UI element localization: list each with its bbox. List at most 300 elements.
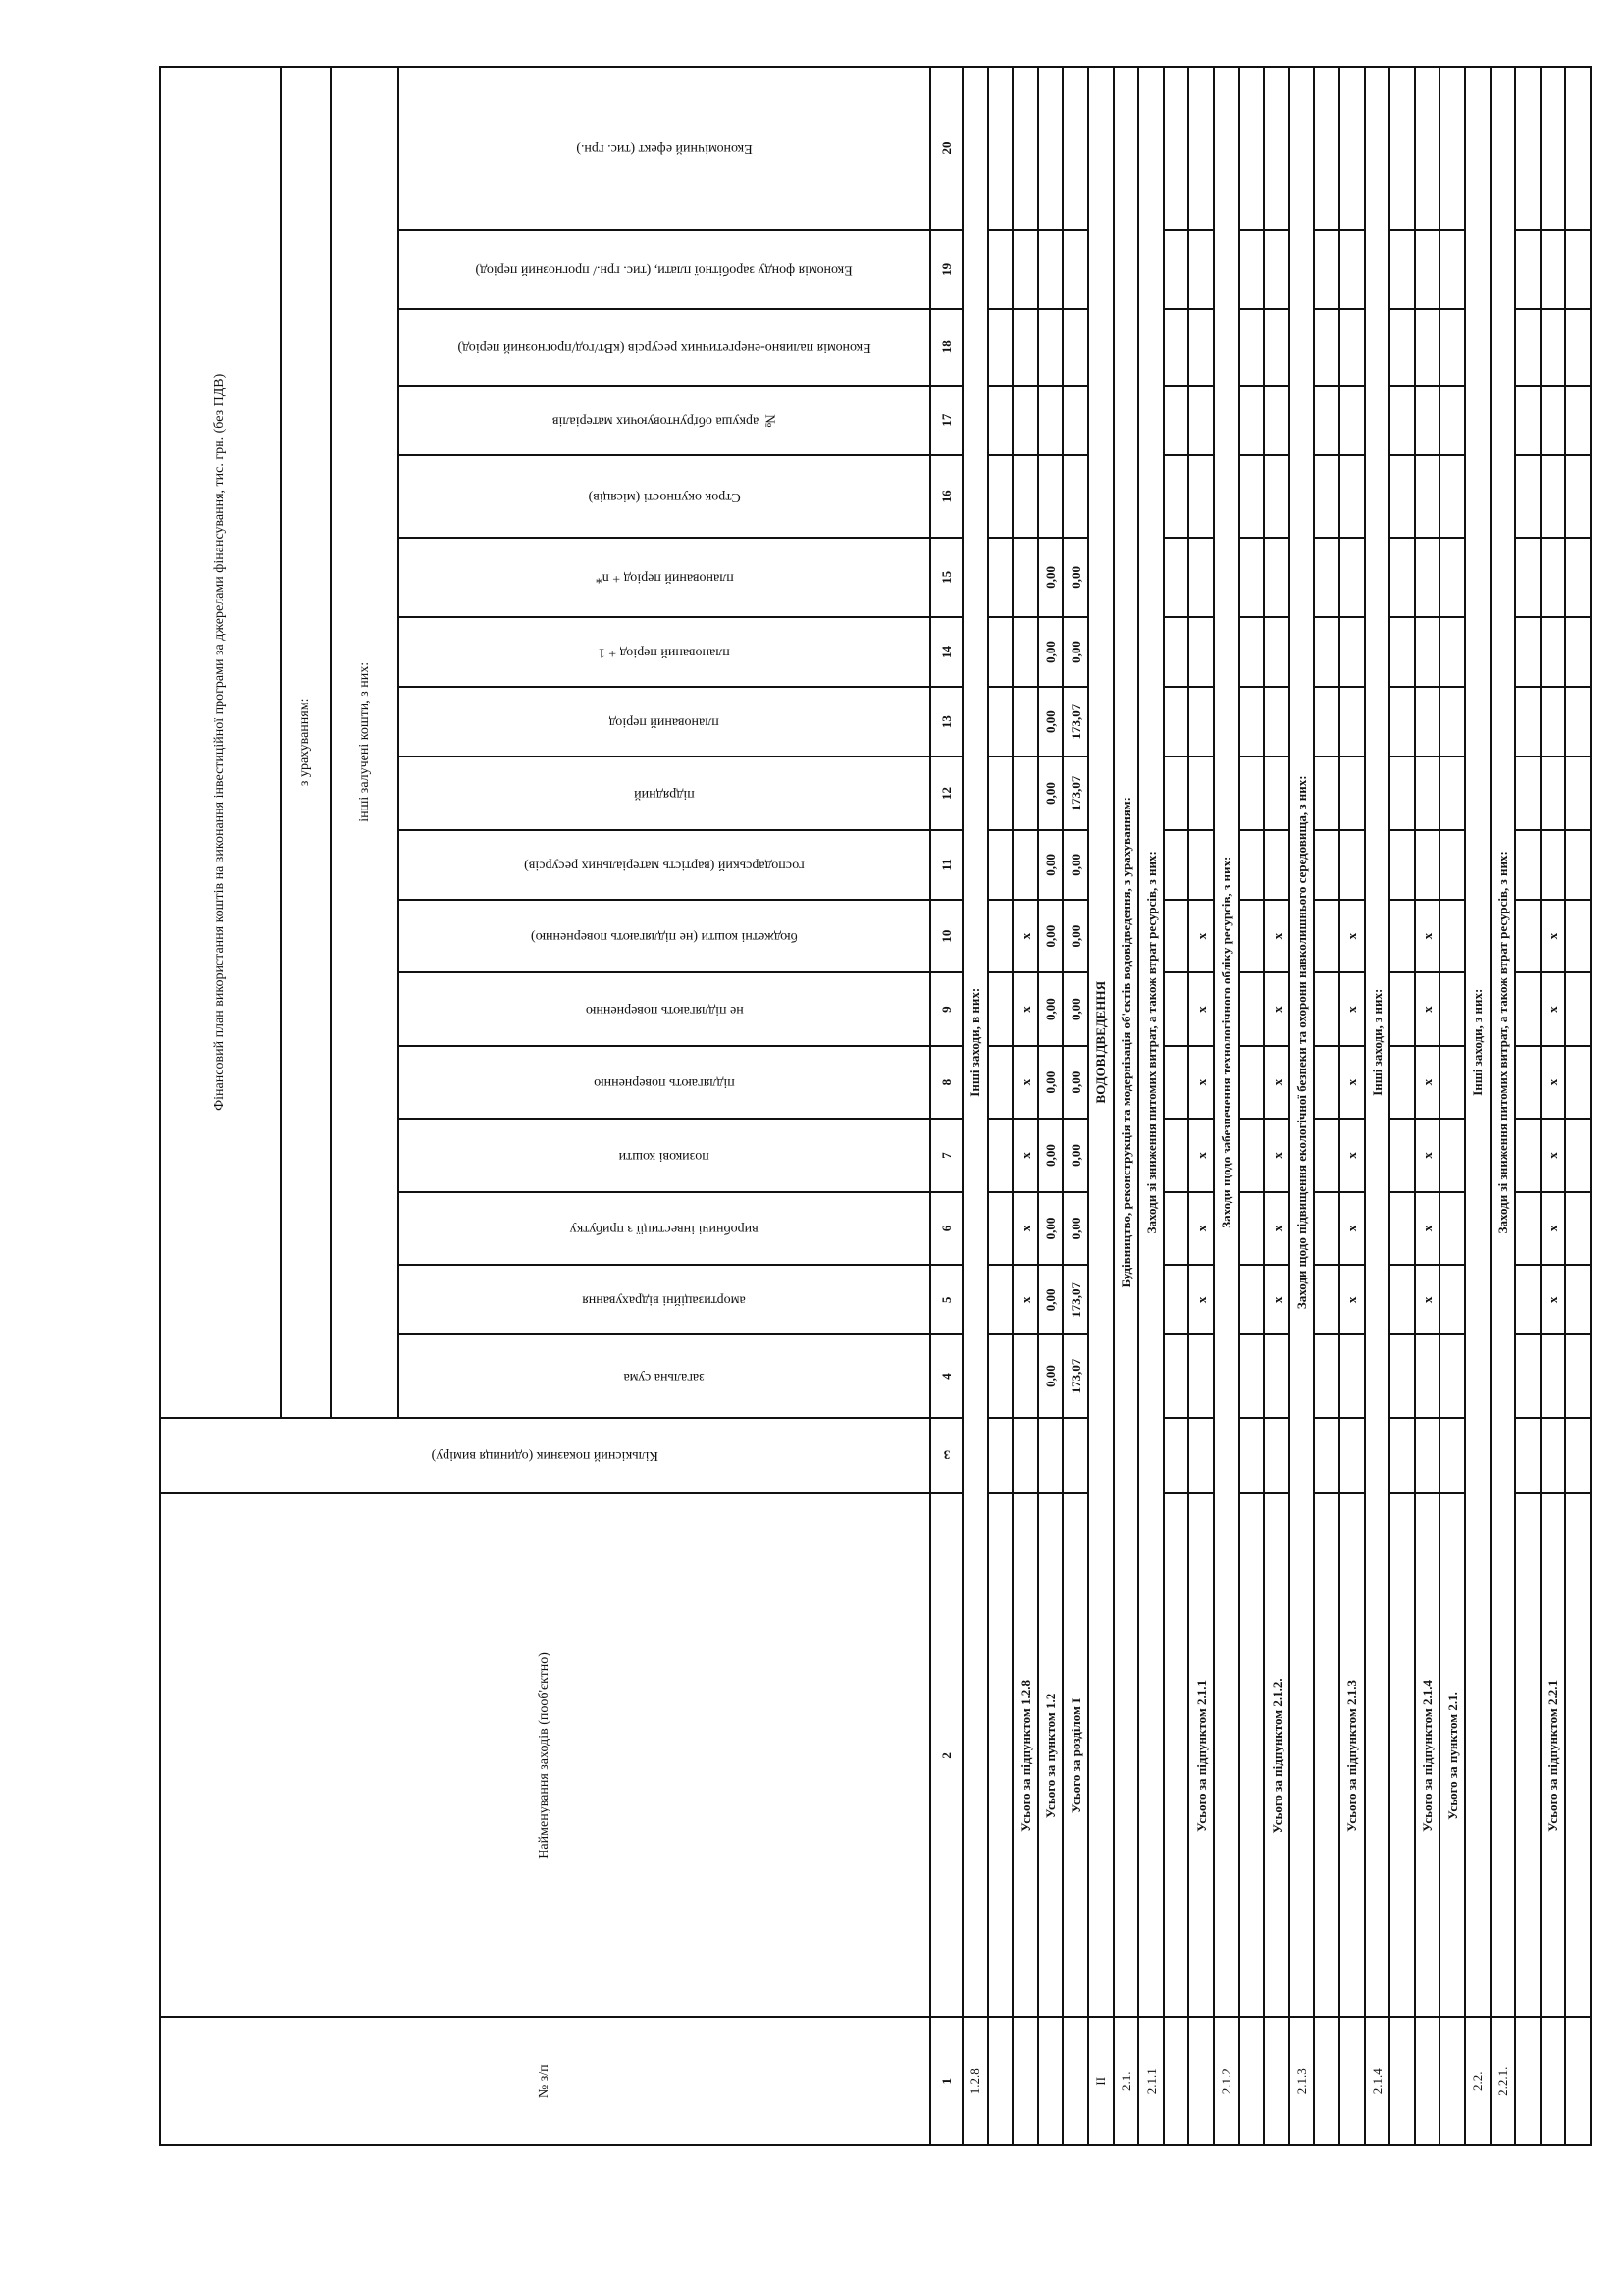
cell-c10: х — [1415, 900, 1440, 972]
section-title: Інші заходи, з них: — [1365, 67, 1390, 2018]
row-quantity — [1565, 1418, 1591, 1494]
cell — [988, 972, 1014, 1045]
row-quantity — [1188, 1418, 1214, 1494]
cell-empty — [1415, 309, 1440, 386]
cell-c4 — [1339, 1334, 1365, 1417]
cell-c15 — [1188, 538, 1214, 617]
cell-c13 — [1188, 687, 1214, 757]
cell — [1239, 1192, 1265, 1265]
cell — [1565, 830, 1591, 900]
cell-empty — [1440, 309, 1465, 386]
cell-c7: 0,00 — [1063, 1119, 1088, 1191]
cell — [1565, 757, 1591, 829]
cell — [1164, 617, 1189, 687]
cell — [1389, 830, 1415, 900]
header-col7: позикові кошти — [398, 1119, 930, 1191]
cell — [988, 900, 1014, 972]
cell — [1565, 617, 1591, 687]
row-number: 2.1. — [1114, 2018, 1139, 2146]
cell — [1565, 230, 1591, 309]
row-number — [1063, 2018, 1088, 2146]
section-title: ВОДОВІДВЕДЕННЯ — [1088, 67, 1114, 2018]
cell-c14 — [1264, 617, 1289, 687]
cell-c13 — [1440, 687, 1465, 757]
row-number — [1515, 2018, 1541, 2146]
colnum-6: 6 — [930, 1192, 963, 1265]
cell — [1239, 309, 1265, 386]
cell — [1515, 687, 1541, 757]
colnum-20: 20 — [930, 67, 963, 230]
cell-c13 — [1339, 687, 1365, 757]
row-name: Усього за підпунктом 2.1.1 — [1188, 1493, 1214, 2017]
cell-c14 — [1188, 617, 1214, 687]
cell — [988, 538, 1014, 617]
cell-c8: х — [1188, 1046, 1214, 1119]
header-fin-group: Фінансовий план використання коштів на виконання інвестиційної програми за джерелами фінансування, тис. грн. (без ПДВ) — [160, 67, 281, 1418]
cell — [1239, 617, 1265, 687]
row-number — [1239, 2018, 1265, 2146]
cell — [1389, 1192, 1415, 1265]
row-number — [1188, 2018, 1214, 2146]
header-col19: Економія фонду заробітної плати, (тис. грн./ прогнозний період) — [398, 230, 930, 309]
cell-c12 — [1013, 757, 1038, 829]
colnum-5: 5 — [930, 1265, 963, 1334]
cell-empty — [1440, 455, 1465, 538]
cell — [1314, 1046, 1339, 1119]
cell-empty — [1013, 455, 1038, 538]
cell-c8: х — [1541, 1046, 1566, 1119]
header-col12: підрядний — [398, 757, 930, 829]
cell — [988, 830, 1014, 900]
colnum-8: 8 — [930, 1046, 963, 1119]
cell — [1239, 386, 1265, 455]
row-number: 1.2.8 — [963, 2018, 988, 2146]
row-name: Усього за пунктом 2.1. — [1440, 1493, 1465, 2017]
cell — [1515, 757, 1541, 829]
cell — [1164, 900, 1189, 972]
header-name: Найменування заходів (пооб'єктно) — [160, 1493, 930, 2017]
row-number — [1314, 2018, 1339, 2146]
row-name — [1389, 1493, 1415, 2017]
cell-empty — [1339, 309, 1365, 386]
cell — [1389, 67, 1415, 230]
cell-c9: х — [1541, 972, 1566, 1045]
colnum-17: 17 — [930, 386, 963, 455]
cell-c8: х — [1013, 1046, 1038, 1119]
cell-empty — [1038, 230, 1064, 309]
cell-empty — [1541, 309, 1566, 386]
section-title: Заходи щодо підвищення екологічної безпеки та охорони навколишнього середовища, з них: — [1289, 67, 1315, 2018]
cell-c9 — [1440, 972, 1465, 1045]
cell — [1239, 67, 1265, 230]
cell-c13 — [1264, 687, 1289, 757]
row-name — [1515, 1493, 1541, 2017]
cell — [1565, 386, 1591, 455]
cell — [1515, 538, 1541, 617]
header-incl: з урахуванням: — [281, 67, 331, 1418]
cell — [1239, 1119, 1265, 1191]
cell-c5: х — [1013, 1265, 1038, 1334]
cell — [1565, 687, 1591, 757]
cell — [1565, 1192, 1591, 1265]
cell — [1314, 617, 1339, 687]
cell — [1239, 230, 1265, 309]
cell — [1515, 1265, 1541, 1334]
header-col5: амортизаційні відрахування — [398, 1265, 930, 1334]
row-name — [1565, 1493, 1591, 2017]
cell-c12 — [1339, 757, 1365, 829]
colnum-1: 1 — [930, 2018, 963, 2146]
cell — [1565, 538, 1591, 617]
cell-empty — [1063, 455, 1088, 538]
colnum-14: 14 — [930, 617, 963, 687]
cell-c8: х — [1339, 1046, 1365, 1119]
cell-empty — [1264, 455, 1289, 538]
cell — [1314, 455, 1339, 538]
cell — [1164, 455, 1189, 538]
cell — [1389, 1046, 1415, 1119]
header-col16: Строк окупності (місяців) — [398, 455, 930, 538]
cell-c8: 0,00 — [1063, 1046, 1088, 1119]
cell-c8 — [1440, 1046, 1465, 1119]
cell-c11 — [1188, 830, 1214, 900]
cell — [1515, 1192, 1541, 1265]
cell — [1515, 1334, 1541, 1417]
cell-c10 — [1440, 900, 1465, 972]
row-number: 2.1.1 — [1138, 2018, 1164, 2146]
cell — [988, 1265, 1014, 1334]
cell — [988, 309, 1014, 386]
cell-c7: х — [1415, 1119, 1440, 1191]
cell-c13: 0,00 — [1038, 687, 1064, 757]
cell-c5: 0,00 — [1038, 1265, 1064, 1334]
row-quantity — [988, 1418, 1014, 1494]
cell-c10: х — [1339, 900, 1365, 972]
header-col18: Економія паливно-енергетичних ресурсів (кВт/год/прогнозний період) — [398, 309, 930, 386]
cell-empty — [1013, 309, 1038, 386]
cell — [1565, 1265, 1591, 1334]
cell-empty — [1339, 230, 1365, 309]
row-number: 2.1.2 — [1214, 2018, 1239, 2146]
cell-c12: 173,07 — [1063, 757, 1088, 829]
cell — [1239, 757, 1265, 829]
cell-empty — [1264, 230, 1289, 309]
cell — [1314, 972, 1339, 1045]
cell-c8: х — [1264, 1046, 1289, 1119]
cell-c10: х — [1013, 900, 1038, 972]
header-col6: виробничі інвестиції з прибутку — [398, 1192, 930, 1265]
cell-c10: 0,00 — [1038, 900, 1064, 972]
cell — [1164, 830, 1189, 900]
cell-c9: х — [1339, 972, 1365, 1045]
cell-empty — [1038, 386, 1064, 455]
cell-empty — [1013, 230, 1038, 309]
row-quantity — [1389, 1418, 1415, 1494]
section-title: Заходи зі зниження питомих витрат, а також втрат ресурсів, з них: — [1138, 67, 1164, 2018]
cell — [1239, 1046, 1265, 1119]
cell-c5 — [1440, 1265, 1465, 1334]
cell — [1239, 687, 1265, 757]
cell-empty — [1440, 67, 1465, 230]
row-quantity — [1038, 1418, 1064, 1494]
cell — [1389, 900, 1415, 972]
colnum-13: 13 — [930, 687, 963, 757]
cell — [988, 67, 1014, 230]
cell-empty — [1339, 67, 1365, 230]
cell — [1565, 67, 1591, 230]
cell — [1314, 309, 1339, 386]
row-name: Усього за підпунктом 2.2.1 — [1541, 1493, 1566, 2017]
cell-c7: 0,00 — [1038, 1119, 1064, 1191]
cell — [1164, 687, 1189, 757]
cell-empty — [1188, 67, 1214, 230]
cell-c4 — [1541, 1334, 1566, 1417]
colnum-18: 18 — [930, 309, 963, 386]
row-name — [1314, 1493, 1339, 2017]
cell — [1164, 309, 1189, 386]
colnum-2: 2 — [930, 1493, 963, 2017]
cell-c12 — [1541, 757, 1566, 829]
header-number: № з/п — [160, 2018, 930, 2146]
row-number — [1013, 2018, 1038, 2146]
cell-c6: х — [1013, 1192, 1038, 1265]
row-number — [1541, 2018, 1566, 2146]
cell-empty — [1188, 309, 1214, 386]
section-title: Заходи щодо забезпечення технологічного обліку ресурсів, з них: — [1214, 67, 1239, 2018]
cell — [1389, 617, 1415, 687]
row-name: Усього за розділом І — [1063, 1493, 1088, 2017]
row-name — [1164, 1493, 1189, 2017]
cell-c13 — [1415, 687, 1440, 757]
cell — [1314, 538, 1339, 617]
cell — [1389, 972, 1415, 1045]
row-number — [988, 2018, 1014, 2146]
cell-c15 — [1415, 538, 1440, 617]
cell — [1515, 900, 1541, 972]
colnum-10: 10 — [930, 900, 963, 972]
cell-c7: х — [1264, 1119, 1289, 1191]
cell-c7: х — [1541, 1119, 1566, 1191]
cell-empty — [1188, 230, 1214, 309]
row-quantity — [1541, 1418, 1566, 1494]
cell — [988, 455, 1014, 538]
cell-c14 — [1339, 617, 1365, 687]
cell-c7 — [1440, 1119, 1465, 1191]
cell — [1515, 386, 1541, 455]
row-name: Усього за підпунктом 1.2.8 — [1013, 1493, 1038, 2017]
section-title: Будівництво, реконструкція та модернізація об'єктів водовідведення, з урахуванням: — [1114, 67, 1139, 2018]
cell — [1164, 1046, 1189, 1119]
cell-c12 — [1188, 757, 1214, 829]
row-number: 2.1.3 — [1289, 2018, 1315, 2146]
cell-c15 — [1264, 538, 1289, 617]
cell — [1389, 1119, 1415, 1191]
section-title: Інші заходи, в них: — [963, 67, 988, 2018]
cell-c5: х — [1264, 1265, 1289, 1334]
row-quantity — [1440, 1418, 1465, 1494]
cell-empty — [1038, 67, 1064, 230]
cell-c10: х — [1188, 900, 1214, 972]
cell — [1314, 830, 1339, 900]
cell-c14 — [1013, 617, 1038, 687]
cell-c11 — [1339, 830, 1365, 900]
section-title: Заходи зі зниження питомих витрат, а також втрат ресурсів, з них: — [1491, 67, 1516, 2018]
row-quantity — [1515, 1418, 1541, 1494]
cell-empty — [1013, 67, 1038, 230]
row-number — [1038, 2018, 1064, 2146]
cell-c8: х — [1415, 1046, 1440, 1119]
cell-empty — [1541, 386, 1566, 455]
header-col14: планований період + 1 — [398, 617, 930, 687]
cell-empty — [1339, 455, 1365, 538]
cell — [988, 1046, 1014, 1119]
rotated-page — [159, 66, 1592, 2146]
cell — [1314, 386, 1339, 455]
header-col10: бюджетні кошти (не підлягають поверненню) — [398, 900, 930, 972]
cell — [1314, 1119, 1339, 1191]
cell-empty — [1063, 309, 1088, 386]
cell-c13: 173,07 — [1063, 687, 1088, 757]
cell — [1239, 538, 1265, 617]
cell-c13 — [1541, 687, 1566, 757]
cell — [988, 1192, 1014, 1265]
cell — [988, 617, 1014, 687]
cell — [1314, 900, 1339, 972]
section-title: Інші заходи, з них: — [1465, 67, 1491, 2018]
cell — [1314, 1334, 1339, 1417]
cell-c7: х — [1188, 1119, 1214, 1191]
cell — [1389, 455, 1415, 538]
cell-c4 — [1415, 1334, 1440, 1417]
header-col9: не підлягають поверненню — [398, 972, 930, 1045]
cell — [1164, 230, 1189, 309]
cell-c10: 0,00 — [1063, 900, 1088, 972]
cell-empty — [1013, 386, 1038, 455]
cell — [1164, 538, 1189, 617]
cell-empty — [1038, 309, 1064, 386]
cell-empty — [1440, 230, 1465, 309]
cell-c9: 0,00 — [1063, 972, 1088, 1045]
cell-c14 — [1541, 617, 1566, 687]
cell-c11 — [1415, 830, 1440, 900]
cell-empty — [1339, 386, 1365, 455]
row-quantity — [1239, 1418, 1265, 1494]
cell — [1389, 230, 1415, 309]
cell — [1389, 386, 1415, 455]
cell — [1389, 309, 1415, 386]
colnum-15: 15 — [930, 538, 963, 617]
cell — [1515, 67, 1541, 230]
header-col8: підлягають поверненню — [398, 1046, 930, 1119]
header-col13: планований період — [398, 687, 930, 757]
colnum-16: 16 — [930, 455, 963, 538]
cell-c4 — [1013, 1334, 1038, 1417]
row-number: 2.1.4 — [1365, 2018, 1390, 2146]
row-name — [1239, 1493, 1265, 2017]
cell — [1314, 757, 1339, 829]
cell — [1515, 1119, 1541, 1191]
cell-c6: 0,00 — [1063, 1192, 1088, 1265]
cell — [1164, 67, 1189, 230]
cell — [1565, 972, 1591, 1045]
row-number — [1565, 2018, 1591, 2146]
header-other-group: інші залучені кошти, з них: — [331, 67, 398, 1418]
cell-c6: х — [1188, 1192, 1214, 1265]
cell-c5: 173,07 — [1063, 1265, 1088, 1334]
cell — [1515, 830, 1541, 900]
colnum-3: 3 — [930, 1418, 963, 1494]
cell — [988, 687, 1014, 757]
colnum-12: 12 — [930, 757, 963, 829]
cell-c4: 0,00 — [1038, 1334, 1064, 1417]
cell — [1164, 1265, 1189, 1334]
cell-c9: 0,00 — [1038, 972, 1064, 1045]
cell-c12: 0,00 — [1038, 757, 1064, 829]
cell — [1389, 687, 1415, 757]
investment-plan-table — [159, 66, 1592, 2146]
cell-c12 — [1264, 757, 1289, 829]
cell-c14 — [1415, 617, 1440, 687]
cell-c15 — [1339, 538, 1365, 617]
cell-c15 — [1440, 538, 1465, 617]
cell — [1565, 1046, 1591, 1119]
cell-c12 — [1415, 757, 1440, 829]
cell — [1389, 538, 1415, 617]
cell — [988, 230, 1014, 309]
row-name: Усього за підпунктом 2.1.4 — [1415, 1493, 1440, 2017]
colnum-7: 7 — [930, 1119, 963, 1191]
cell — [1565, 455, 1591, 538]
colnum-9: 9 — [930, 972, 963, 1045]
cell — [1164, 1119, 1189, 1191]
row-number — [1415, 2018, 1440, 2146]
cell — [988, 386, 1014, 455]
row-number: 2.2.1. — [1491, 2018, 1516, 2146]
cell-empty — [1264, 309, 1289, 386]
cell-empty — [1188, 455, 1214, 538]
cell-empty — [1415, 455, 1440, 538]
row-quantity — [1415, 1418, 1440, 1494]
cell-c6: х — [1541, 1192, 1566, 1265]
row-number — [1264, 2018, 1289, 2146]
cell-c14: 0,00 — [1038, 617, 1064, 687]
cell — [1239, 1265, 1265, 1334]
cell-c6: 0,00 — [1038, 1192, 1064, 1265]
cell-c11 — [1440, 830, 1465, 900]
cell — [1164, 757, 1189, 829]
cell — [1389, 757, 1415, 829]
cell-empty — [1063, 386, 1088, 455]
cell — [1164, 1192, 1189, 1265]
cell — [1314, 67, 1339, 230]
header-col17: № аркуша обґрунтовуючих матеріалів — [398, 386, 930, 455]
cell-empty — [1415, 386, 1440, 455]
cell-c4 — [1440, 1334, 1465, 1417]
cell — [1565, 1119, 1591, 1191]
cell-empty — [1440, 386, 1465, 455]
cell — [1565, 309, 1591, 386]
row-quantity — [1164, 1418, 1189, 1494]
cell-c5: х — [1541, 1265, 1566, 1334]
cell-c11: 0,00 — [1038, 830, 1064, 900]
cell-c9: х — [1188, 972, 1214, 1045]
header-quantity: Кількісний показник (одиниця виміру) — [160, 1418, 930, 1494]
header-col15: планований період + n* — [398, 538, 930, 617]
row-quantity — [1339, 1418, 1365, 1494]
cell — [1515, 309, 1541, 386]
header-col4: загальна сума — [398, 1334, 930, 1417]
cell-c9: х — [1013, 972, 1038, 1045]
